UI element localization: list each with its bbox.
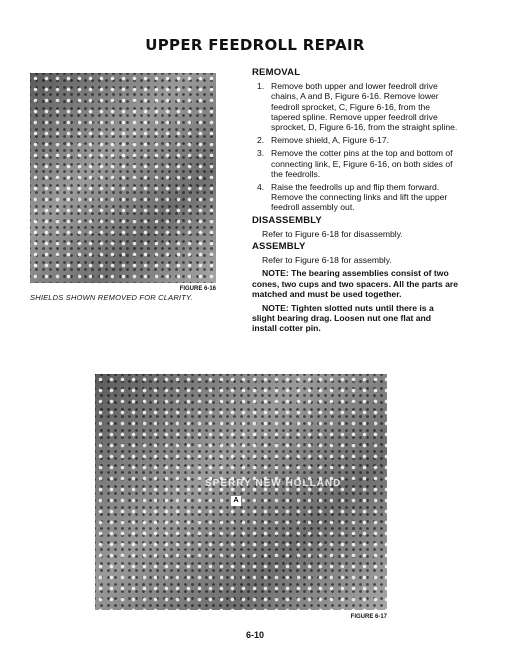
- instructions-column: [252, 68, 458, 338]
- assembly-note-slotted-nuts: NOTE: Tighten slotted nuts until there is a slight bearing drag. Loosen nut one flat and install cotter pin.: [252, 303, 434, 334]
- disassembly-heading: DISASSEMBLY: [252, 214, 322, 226]
- list-item: [252, 182, 458, 213]
- figure-6-17-label: FIGURE 6-17: [350, 614, 387, 620]
- disassembly-text: Refer to Figure 6-18 for disassembly.: [262, 228, 403, 239]
- machine-decal: SPERRY NEW HOLLAND: [205, 478, 342, 489]
- step-number: 2.: [257, 135, 265, 146]
- page-title: UPPER FEEDROLL REPAIR: [145, 36, 365, 54]
- step-number: 4.: [257, 182, 265, 193]
- list-item: [252, 135, 458, 145]
- removal-steps: [252, 81, 458, 212]
- figure-6-16-photo: [30, 73, 216, 283]
- page-number: 6-10: [245, 630, 264, 640]
- assembly-heading: ASSEMBLY: [252, 241, 306, 253]
- step-text: Raise the feedrolls up and flip them forward. Remove the connecting links and lift the upper feedroll assembly out.: [271, 182, 448, 213]
- removal-heading: REMOVAL: [252, 67, 301, 78]
- step-text: Remove the cotter pins at the top and bottom of connecting link, E, Figure 6-16, on both sides of the feedrolls.: [271, 148, 453, 179]
- list-item: [252, 81, 458, 132]
- figure-6-16-note: SHIELDS SHOWN REMOVED FOR CLARITY.: [30, 293, 193, 302]
- callout-a: A: [231, 496, 241, 506]
- assembly-text: Refer to Figure 6-18 for assembly.: [262, 255, 392, 266]
- list-item: [252, 148, 458, 179]
- step-number: 3.: [257, 148, 265, 159]
- step-text: Remove both upper and lower feedroll drive chains, A and B, Figure 6-16. Remove lower feedroll sprocket, C, Figure 6-16, from the tapered spline. Remove upper feedroll drive sprocket, D, Figure 6-16, from the straight spline.: [271, 81, 458, 133]
- step-number: 1.: [257, 81, 265, 92]
- figure-6-17-photo: [95, 374, 387, 610]
- step-text: Remove shield, A, Figure 6-17.: [271, 135, 389, 146]
- figure-6-16-label: FIGURE 6-16: [179, 286, 216, 292]
- assembly-note-bearings: NOTE: The bearing assemblies consist of two cones, two cups and two spacers. All the parts are matched and must be used together.: [252, 268, 458, 299]
